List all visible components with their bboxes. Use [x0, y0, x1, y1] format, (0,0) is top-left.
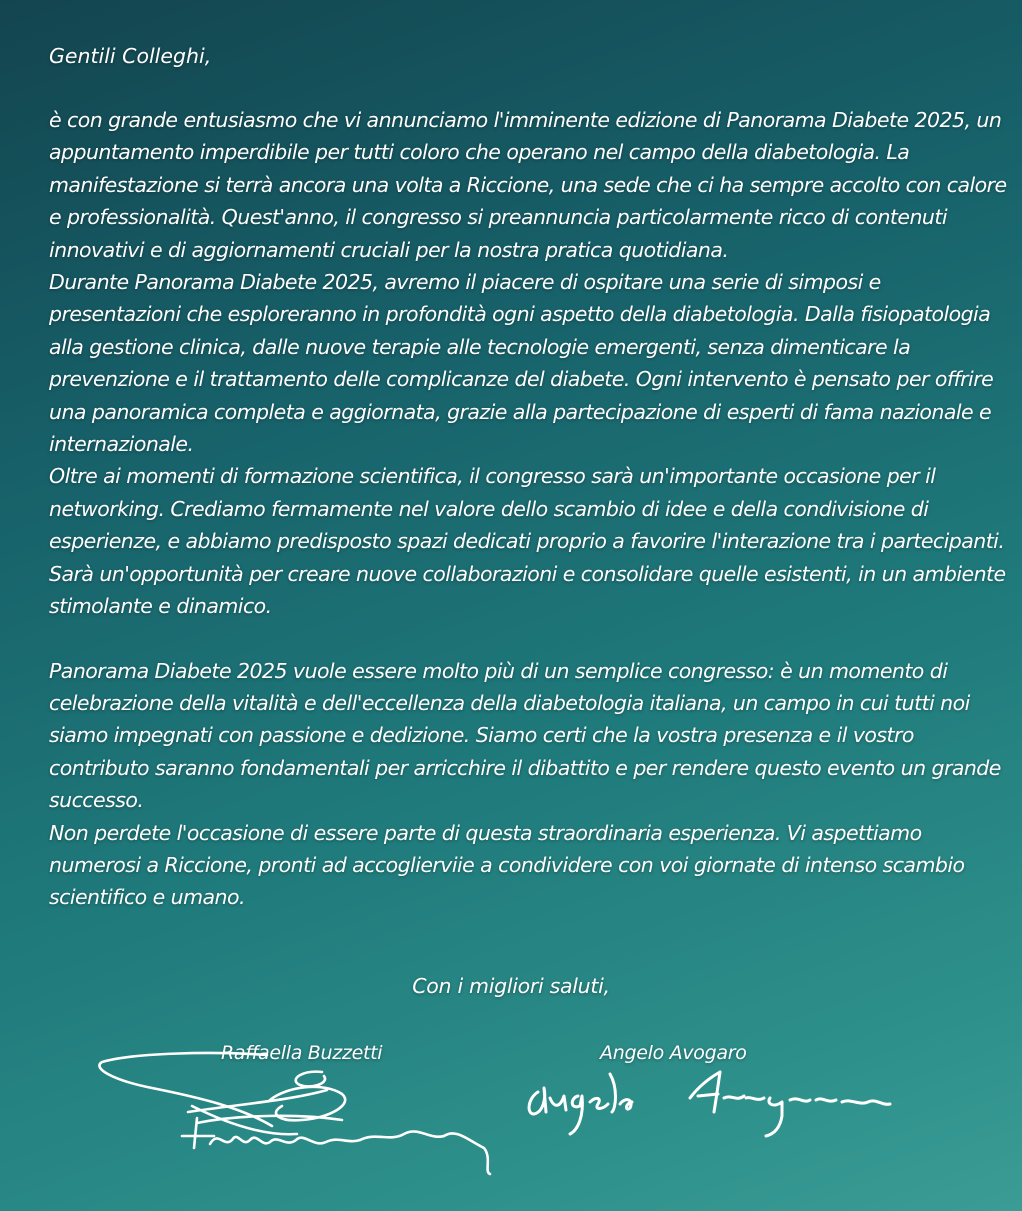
paragraph-celebration: Panorama Diabete 2025 vuole essere molto più di un semplice congresso: è un momento di celebrazione della vitalità e dell'eccellenza della diabetologia italiana, un campo in cui tutti noi siamo impegnati con passione e dedizione. Siamo certi che la vostra presenza e il vostro contributo saranno fondamentali per arricchire il dibattito e per rendere questo evento un grande successo. — [49, 658, 1001, 813]
greeting: Gentili Colleghi, — [49, 44, 212, 68]
paragraph-intro: è con grande entusiasmo che vi annunciamo l'imminente edizione di Panorama Diabete 2025, un appuntamento imperdibile per tutti coloro che operano nel campo della diabetologia. La manifestazione si terrà ancora una volta a Riccione, una sede che ci ha sempre accolto con calore e professionalità. Quest'anno, il congresso si preannuncia particolarmente ricco di contenuti innovativi e di aggiornamenti cruciali per la nostra pratica quotidiana. — [49, 108, 1007, 262]
letter-body — [49, 40, 1009, 914]
signature-buzzetti — [92, 1048, 502, 1178]
paragraph-program: Durante Panorama Diabete 2025, avremo il piacere di ospitare una serie di simposi e presentazioni che esploreranno in profondità ogni aspetto della diabetologia. Dalla fisiopatologia alla gestione clinica, dalle nuove terapie alle tecnologie emergenti, senza dimenticare la prevenzione e il trattamento delle complicanze del diabete. Ogni intervento è pensato per offrire una panoramica completa e aggiornata, grazie alla partecipazione di esperti di fama nazionale e internazionale. — [49, 270, 994, 457]
signer-name-buzzetti: Raffaella Buzzetti — [221, 1042, 383, 1064]
signature-avogaro — [520, 1068, 900, 1148]
paragraph-invitation: Non perdete l'occasione di essere parte di questa straordinaria esperienza. Vi aspettiamo numerosi a Riccione, pronti ad accoglierviie a condividere con voi giornate di intenso scambio scientifico e umano. — [49, 820, 965, 910]
paragraph-gap — [49, 623, 1009, 655]
paragraph-networking: Oltre ai momenti di formazione scientifica, il congresso sarà un'importante occasione per il networking. Crediamo fermamente nel valore dello scambio di idee e della condivisione di esperienze, e abbiamo predisposto spazi dedicati proprio a favorire l'interazione tra i partecipanti. Sarà un'opportunità per creare nuove collaborazioni e consolidare quelle esistenti, in un ambiente stimolante e dinamico. — [49, 464, 1006, 619]
signer-name-avogaro: Angelo Avogaro — [600, 1042, 747, 1064]
closing-salutation: Con i migliori saluti, — [412, 974, 610, 998]
